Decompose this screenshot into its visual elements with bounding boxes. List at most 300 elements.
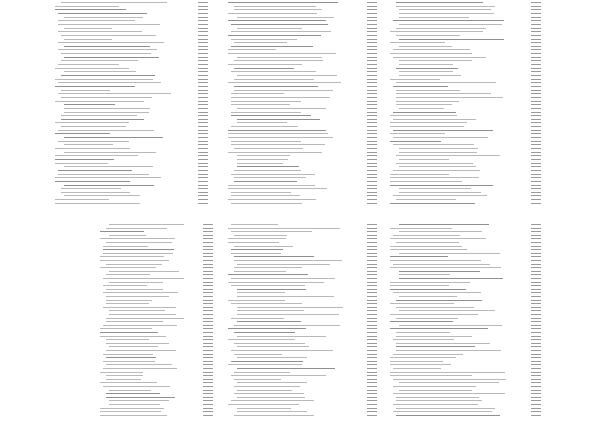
toc-entry-line xyxy=(61,90,110,91)
toc-entry-line xyxy=(237,382,307,383)
toc-entry-line xyxy=(103,354,153,355)
toc-entry-line xyxy=(55,79,153,80)
toc-entry-line xyxy=(237,390,292,391)
toc-entry-line xyxy=(390,31,483,32)
toc-page-number xyxy=(198,49,208,50)
toc-entry-line xyxy=(109,282,163,283)
toc-entry-line xyxy=(231,231,312,232)
toc-entry-line xyxy=(390,289,466,290)
toc-page-number xyxy=(531,181,541,182)
toc-page-number xyxy=(367,17,377,18)
toc-page-number xyxy=(367,390,377,391)
toc-page-number xyxy=(531,354,541,355)
toc-page-number xyxy=(367,408,377,409)
toc-page-number xyxy=(367,174,377,175)
toc-entry-line xyxy=(61,2,167,3)
toc-entry-line xyxy=(399,274,450,275)
toc-page-number xyxy=(531,82,541,83)
toc-page-number xyxy=(367,79,377,80)
toc-entry-line xyxy=(64,195,140,196)
toc-entry-line xyxy=(390,357,456,358)
toc-entry-line xyxy=(234,343,305,344)
toc-page-number xyxy=(198,126,208,127)
toc-entry-line xyxy=(55,159,114,160)
toc-page-number xyxy=(203,246,213,247)
toc-page-number xyxy=(531,224,541,225)
toc-page-number xyxy=(198,174,208,175)
toc-entry-line xyxy=(237,28,302,29)
toc-entry-line xyxy=(58,13,147,14)
toc-entry-line xyxy=(61,75,155,76)
toc-page-number xyxy=(367,137,377,138)
toc-page-number xyxy=(367,93,377,94)
toc-page-number xyxy=(367,310,377,311)
toc-entry-line xyxy=(58,170,132,171)
toc-page-number xyxy=(198,75,208,76)
toc-page-4 xyxy=(100,222,214,418)
toc-entry-line xyxy=(100,372,143,373)
toc-entry-line xyxy=(390,314,478,315)
toc-page-number xyxy=(203,235,213,236)
toc-entry-line xyxy=(61,53,151,54)
toc-page-number xyxy=(367,354,377,355)
toc-entry-line xyxy=(399,278,503,279)
toc-page-number xyxy=(367,159,377,160)
toc-page-number xyxy=(198,177,208,178)
toc-entry-line xyxy=(390,141,441,142)
toc-entry-line xyxy=(231,71,316,72)
toc-entry-line xyxy=(231,46,313,47)
toc-page-number xyxy=(198,35,208,36)
toc-page-number xyxy=(531,64,541,65)
toc-page-number xyxy=(203,242,213,243)
toc-entry-line xyxy=(237,292,285,293)
toc-entry-line xyxy=(100,415,167,416)
toc-page-number xyxy=(531,375,541,376)
toc-page-number xyxy=(531,108,541,109)
toc-entry-line xyxy=(234,379,281,380)
toc-page-number xyxy=(198,9,208,10)
toc-page-number xyxy=(531,174,541,175)
toc-page-number xyxy=(367,400,377,401)
toc-entry-line xyxy=(228,137,333,138)
toc-page-number xyxy=(531,415,541,416)
toc-entry-line xyxy=(228,82,341,83)
toc-page-number xyxy=(198,90,208,91)
toc-page-number xyxy=(367,296,377,297)
toc-entry-line xyxy=(399,71,453,72)
toc-entry-line xyxy=(396,2,483,3)
toc-entry-line xyxy=(396,415,500,416)
toc-entry-line xyxy=(55,148,130,149)
toc-page-number xyxy=(367,144,377,145)
toc-entry-line xyxy=(396,163,473,164)
toc-entry-line xyxy=(100,332,158,333)
toc-page-number xyxy=(203,336,213,337)
toc-page-number xyxy=(198,97,208,98)
toc-entry-line xyxy=(396,350,501,351)
toc-entry-line xyxy=(234,332,295,333)
toc-page-number xyxy=(198,20,208,21)
toc-entry-line xyxy=(58,20,135,21)
toc-page-number xyxy=(531,133,541,134)
toc-entry-line xyxy=(399,296,457,297)
toc-page-number xyxy=(531,404,541,405)
toc-page-number xyxy=(531,310,541,311)
toc-entry-line xyxy=(396,82,496,83)
toc-page-number xyxy=(367,104,377,105)
toc-entry-line xyxy=(106,274,150,275)
toc-entry-line xyxy=(390,267,501,268)
toc-entry-line xyxy=(237,108,326,109)
toc-page-number xyxy=(203,278,213,279)
toc-page-number xyxy=(367,64,377,65)
toc-page-number xyxy=(531,137,541,138)
toc-page-number xyxy=(531,112,541,113)
toc-entry-line xyxy=(55,199,109,200)
toc-page-number xyxy=(367,39,377,40)
toc-entry-line xyxy=(393,144,474,145)
toc-page-number xyxy=(531,192,541,193)
toc-entry-line xyxy=(58,49,157,50)
toc-entry-line xyxy=(106,375,143,376)
toc-entry-line xyxy=(58,93,171,94)
toc-entry-line xyxy=(390,246,462,247)
toc-entry-line xyxy=(61,97,152,98)
toc-entry-line xyxy=(228,228,340,229)
toc-entry-line xyxy=(393,404,478,405)
toc-page-number xyxy=(198,163,208,164)
toc-entry-line xyxy=(100,231,144,232)
toc-entry-line xyxy=(228,2,338,3)
toc-page-number xyxy=(531,332,541,333)
toc-page-number xyxy=(367,57,377,58)
toc-entry-line xyxy=(390,181,462,182)
toc-page-number xyxy=(367,188,377,189)
toc-entry-line xyxy=(237,57,322,58)
toc-page-number xyxy=(367,163,377,164)
toc-entry-line xyxy=(64,152,156,153)
toc-entry-line xyxy=(64,57,159,58)
toc-page-number xyxy=(198,86,208,87)
toc-entry-line xyxy=(399,9,491,10)
toc-entry-line xyxy=(58,64,119,65)
toc-entry-line xyxy=(396,408,495,409)
toc-page-number xyxy=(198,133,208,134)
toc-entry-line xyxy=(234,386,300,387)
toc-entry-line xyxy=(106,264,162,265)
toc-entry-line xyxy=(399,75,461,76)
toc-page-number xyxy=(367,199,377,200)
toc-page-number xyxy=(367,246,377,247)
toc-page-number xyxy=(367,53,377,54)
toc-entry-line xyxy=(399,271,480,272)
toc-entry-line xyxy=(58,31,142,32)
toc-entry-line xyxy=(64,104,115,105)
toc-entry-line xyxy=(393,368,441,369)
toc-entry-line xyxy=(231,97,330,98)
toc-entry-line xyxy=(393,170,480,171)
toc-page-number xyxy=(367,411,377,412)
toc-entry-line xyxy=(234,6,316,7)
toc-page-number xyxy=(367,177,377,178)
toc-page-number xyxy=(203,282,213,283)
toc-entry-line xyxy=(106,228,167,229)
toc-entry-line xyxy=(103,325,177,326)
toc-page-number xyxy=(531,267,541,268)
toc-entry-line xyxy=(228,64,302,65)
toc-entry-line xyxy=(106,397,175,398)
toc-page-number xyxy=(367,46,377,47)
toc-entry-line xyxy=(106,339,149,340)
toc-page-number xyxy=(367,9,377,10)
toc-page-number xyxy=(367,357,377,358)
toc-page-number xyxy=(198,39,208,40)
toc-entry-line xyxy=(106,321,163,322)
toc-entry-line xyxy=(237,357,307,358)
toc-page-number xyxy=(367,336,377,337)
toc-page-number xyxy=(531,411,541,412)
toc-entry-line xyxy=(390,42,445,43)
toc-entry-line xyxy=(399,224,489,225)
toc-entry-line xyxy=(237,17,334,18)
toc-page-number xyxy=(531,6,541,7)
toc-page-number xyxy=(531,68,541,69)
toc-page-number xyxy=(203,411,213,412)
toc-page-number xyxy=(531,152,541,153)
toc-page-number xyxy=(531,361,541,362)
toc-entry-line xyxy=(231,318,284,319)
toc-entry-line xyxy=(231,174,315,175)
toc-entry-line xyxy=(237,336,326,337)
toc-page-number xyxy=(203,390,213,391)
toc-page-number xyxy=(198,115,208,116)
toc-entry-line xyxy=(393,264,490,265)
toc-entry-line xyxy=(55,133,110,134)
toc-entry-line xyxy=(228,364,302,365)
toc-page-number xyxy=(531,368,541,369)
toc-entry-line xyxy=(55,177,161,178)
toc-page-number xyxy=(367,42,377,43)
toc-page-number xyxy=(531,141,541,142)
toc-page-number xyxy=(531,282,541,283)
toc-entry-line xyxy=(228,188,327,189)
toc-page-number xyxy=(367,228,377,229)
toc-page-number xyxy=(531,75,541,76)
toc-page-number xyxy=(203,397,213,398)
toc-page-number xyxy=(531,318,541,319)
toc-entry-line xyxy=(228,13,317,14)
toc-entry-line xyxy=(390,133,445,134)
toc-entry-line xyxy=(237,368,335,369)
toc-page-number xyxy=(531,238,541,239)
toc-entry-line xyxy=(55,163,108,164)
toc-page-number xyxy=(531,231,541,232)
toc-entry-line xyxy=(61,192,130,193)
toc-entry-line xyxy=(55,122,129,123)
toc-page-number xyxy=(367,303,377,304)
toc-page-number xyxy=(531,195,541,196)
toc-entry-line xyxy=(234,267,302,268)
toc-page-number xyxy=(198,137,208,138)
toc-page-number xyxy=(531,400,541,401)
toc-page-number xyxy=(531,339,541,340)
toc-page-number xyxy=(367,170,377,171)
toc-page-number xyxy=(531,177,541,178)
toc-page-number xyxy=(203,249,213,250)
toc-page-number xyxy=(203,289,213,290)
toc-entry-line xyxy=(228,404,299,405)
toc-entry-line xyxy=(393,411,492,412)
toc-entry-line xyxy=(106,379,141,380)
toc-entry-line xyxy=(396,336,472,337)
toc-page-number xyxy=(367,75,377,76)
toc-entry-line xyxy=(399,382,499,383)
toc-entry-line xyxy=(393,49,470,50)
toc-page-number xyxy=(203,228,213,229)
toc-entry-line xyxy=(237,296,334,297)
toc-entry-line xyxy=(228,328,306,329)
toc-page-number xyxy=(367,49,377,50)
toc-page-number xyxy=(203,325,213,326)
toc-page-number xyxy=(198,203,208,204)
toc-entry-line xyxy=(231,285,305,286)
toc-entry-line xyxy=(237,321,301,322)
toc-entry-line xyxy=(234,271,286,272)
toc-entry-line xyxy=(231,126,298,127)
toc-entry-line xyxy=(231,93,284,94)
toc-entry-line xyxy=(399,188,471,189)
toc-page-number xyxy=(367,382,377,383)
toc-entry-line xyxy=(228,35,321,36)
toc-page-number xyxy=(367,249,377,250)
toc-page-number xyxy=(367,368,377,369)
toc-entry-line xyxy=(237,411,307,412)
toc-entry-line xyxy=(100,336,166,337)
toc-page-number xyxy=(367,108,377,109)
toc-entry-line xyxy=(237,159,288,160)
toc-entry-line xyxy=(399,325,502,326)
toc-page-number xyxy=(203,292,213,293)
toc-entry-line xyxy=(231,24,328,25)
toc-entry-line xyxy=(234,148,303,149)
toc-page-number xyxy=(367,397,377,398)
toc-page-number xyxy=(531,126,541,127)
toc-page-number xyxy=(198,60,208,61)
toc-entry-line xyxy=(103,292,178,293)
toc-page-number xyxy=(531,115,541,116)
toc-page-number xyxy=(367,90,377,91)
toc-page-number xyxy=(367,282,377,283)
toc-entry-line xyxy=(390,203,475,204)
toc-entry-line xyxy=(390,364,451,365)
toc-entry-line xyxy=(396,35,460,36)
toc-page-number xyxy=(531,13,541,14)
toc-page-number xyxy=(367,339,377,340)
toc-page-number xyxy=(531,397,541,398)
toc-page-number xyxy=(531,382,541,383)
toc-page-number xyxy=(531,130,541,131)
toc-page-number xyxy=(203,350,213,351)
toc-page-number xyxy=(367,292,377,293)
toc-page-number xyxy=(198,166,208,167)
toc-page-number xyxy=(531,42,541,43)
toc-page-number xyxy=(531,71,541,72)
toc-entry-line xyxy=(396,101,459,102)
toc-page-number xyxy=(203,415,213,416)
toc-page-number xyxy=(367,242,377,243)
toc-page-number xyxy=(367,60,377,61)
toc-page-number xyxy=(531,90,541,91)
toc-page-number xyxy=(198,64,208,65)
toc-entry-line xyxy=(58,141,129,142)
toc-page-number xyxy=(198,71,208,72)
toc-page-number xyxy=(367,82,377,83)
toc-entry-line xyxy=(399,192,481,193)
toc-entry-line xyxy=(61,188,121,189)
toc-page-number xyxy=(367,375,377,376)
toc-page-number xyxy=(531,350,541,351)
toc-page-number xyxy=(531,79,541,80)
toc-page-number xyxy=(531,256,541,257)
toc-entry-line xyxy=(393,354,463,355)
toc-entry-line xyxy=(55,6,119,7)
toc-entry-line xyxy=(64,17,143,18)
toc-page-number xyxy=(531,271,541,272)
toc-entry-line xyxy=(390,321,453,322)
toc-entry-line xyxy=(399,310,495,311)
toc-entry-line xyxy=(393,386,476,387)
toc-page-number xyxy=(198,42,208,43)
toc-entry-line xyxy=(228,242,279,243)
toc-page-number xyxy=(198,6,208,7)
toc-page-number xyxy=(367,307,377,308)
toc-page-number xyxy=(531,386,541,387)
toc-page-number xyxy=(531,28,541,29)
toc-entry-line xyxy=(237,119,320,120)
toc-page-number xyxy=(203,300,213,301)
toc-entry-line xyxy=(234,393,304,394)
toc-entry-line xyxy=(399,60,472,61)
toc-entry-line xyxy=(58,174,149,175)
toc-page-number xyxy=(531,408,541,409)
toc-page-number xyxy=(367,386,377,387)
toc-entry-line xyxy=(393,235,460,236)
toc-entry-line xyxy=(396,90,460,91)
toc-page-number xyxy=(531,20,541,21)
toc-page-number xyxy=(367,325,377,326)
toc-entry-line xyxy=(103,249,174,250)
toc-entry-line xyxy=(64,144,113,145)
toc-entry-line xyxy=(231,361,303,362)
toc-page-number xyxy=(531,199,541,200)
toc-page-number xyxy=(531,228,541,229)
toc-page-number xyxy=(531,2,541,3)
toc-entry-line xyxy=(390,79,440,80)
toc-page-number xyxy=(198,192,208,193)
toc-page-number xyxy=(367,274,377,275)
toc-page-number xyxy=(531,101,541,102)
toc-page-number xyxy=(203,271,213,272)
toc-page-number xyxy=(531,93,541,94)
toc-entry-line xyxy=(390,177,479,178)
toc-entry-line xyxy=(399,17,469,18)
toc-entry-line xyxy=(100,238,175,239)
toc-entry-line xyxy=(61,115,137,116)
toc-entry-line xyxy=(396,318,458,319)
toc-entry-line xyxy=(234,177,306,178)
toc-entry-line xyxy=(234,42,287,43)
